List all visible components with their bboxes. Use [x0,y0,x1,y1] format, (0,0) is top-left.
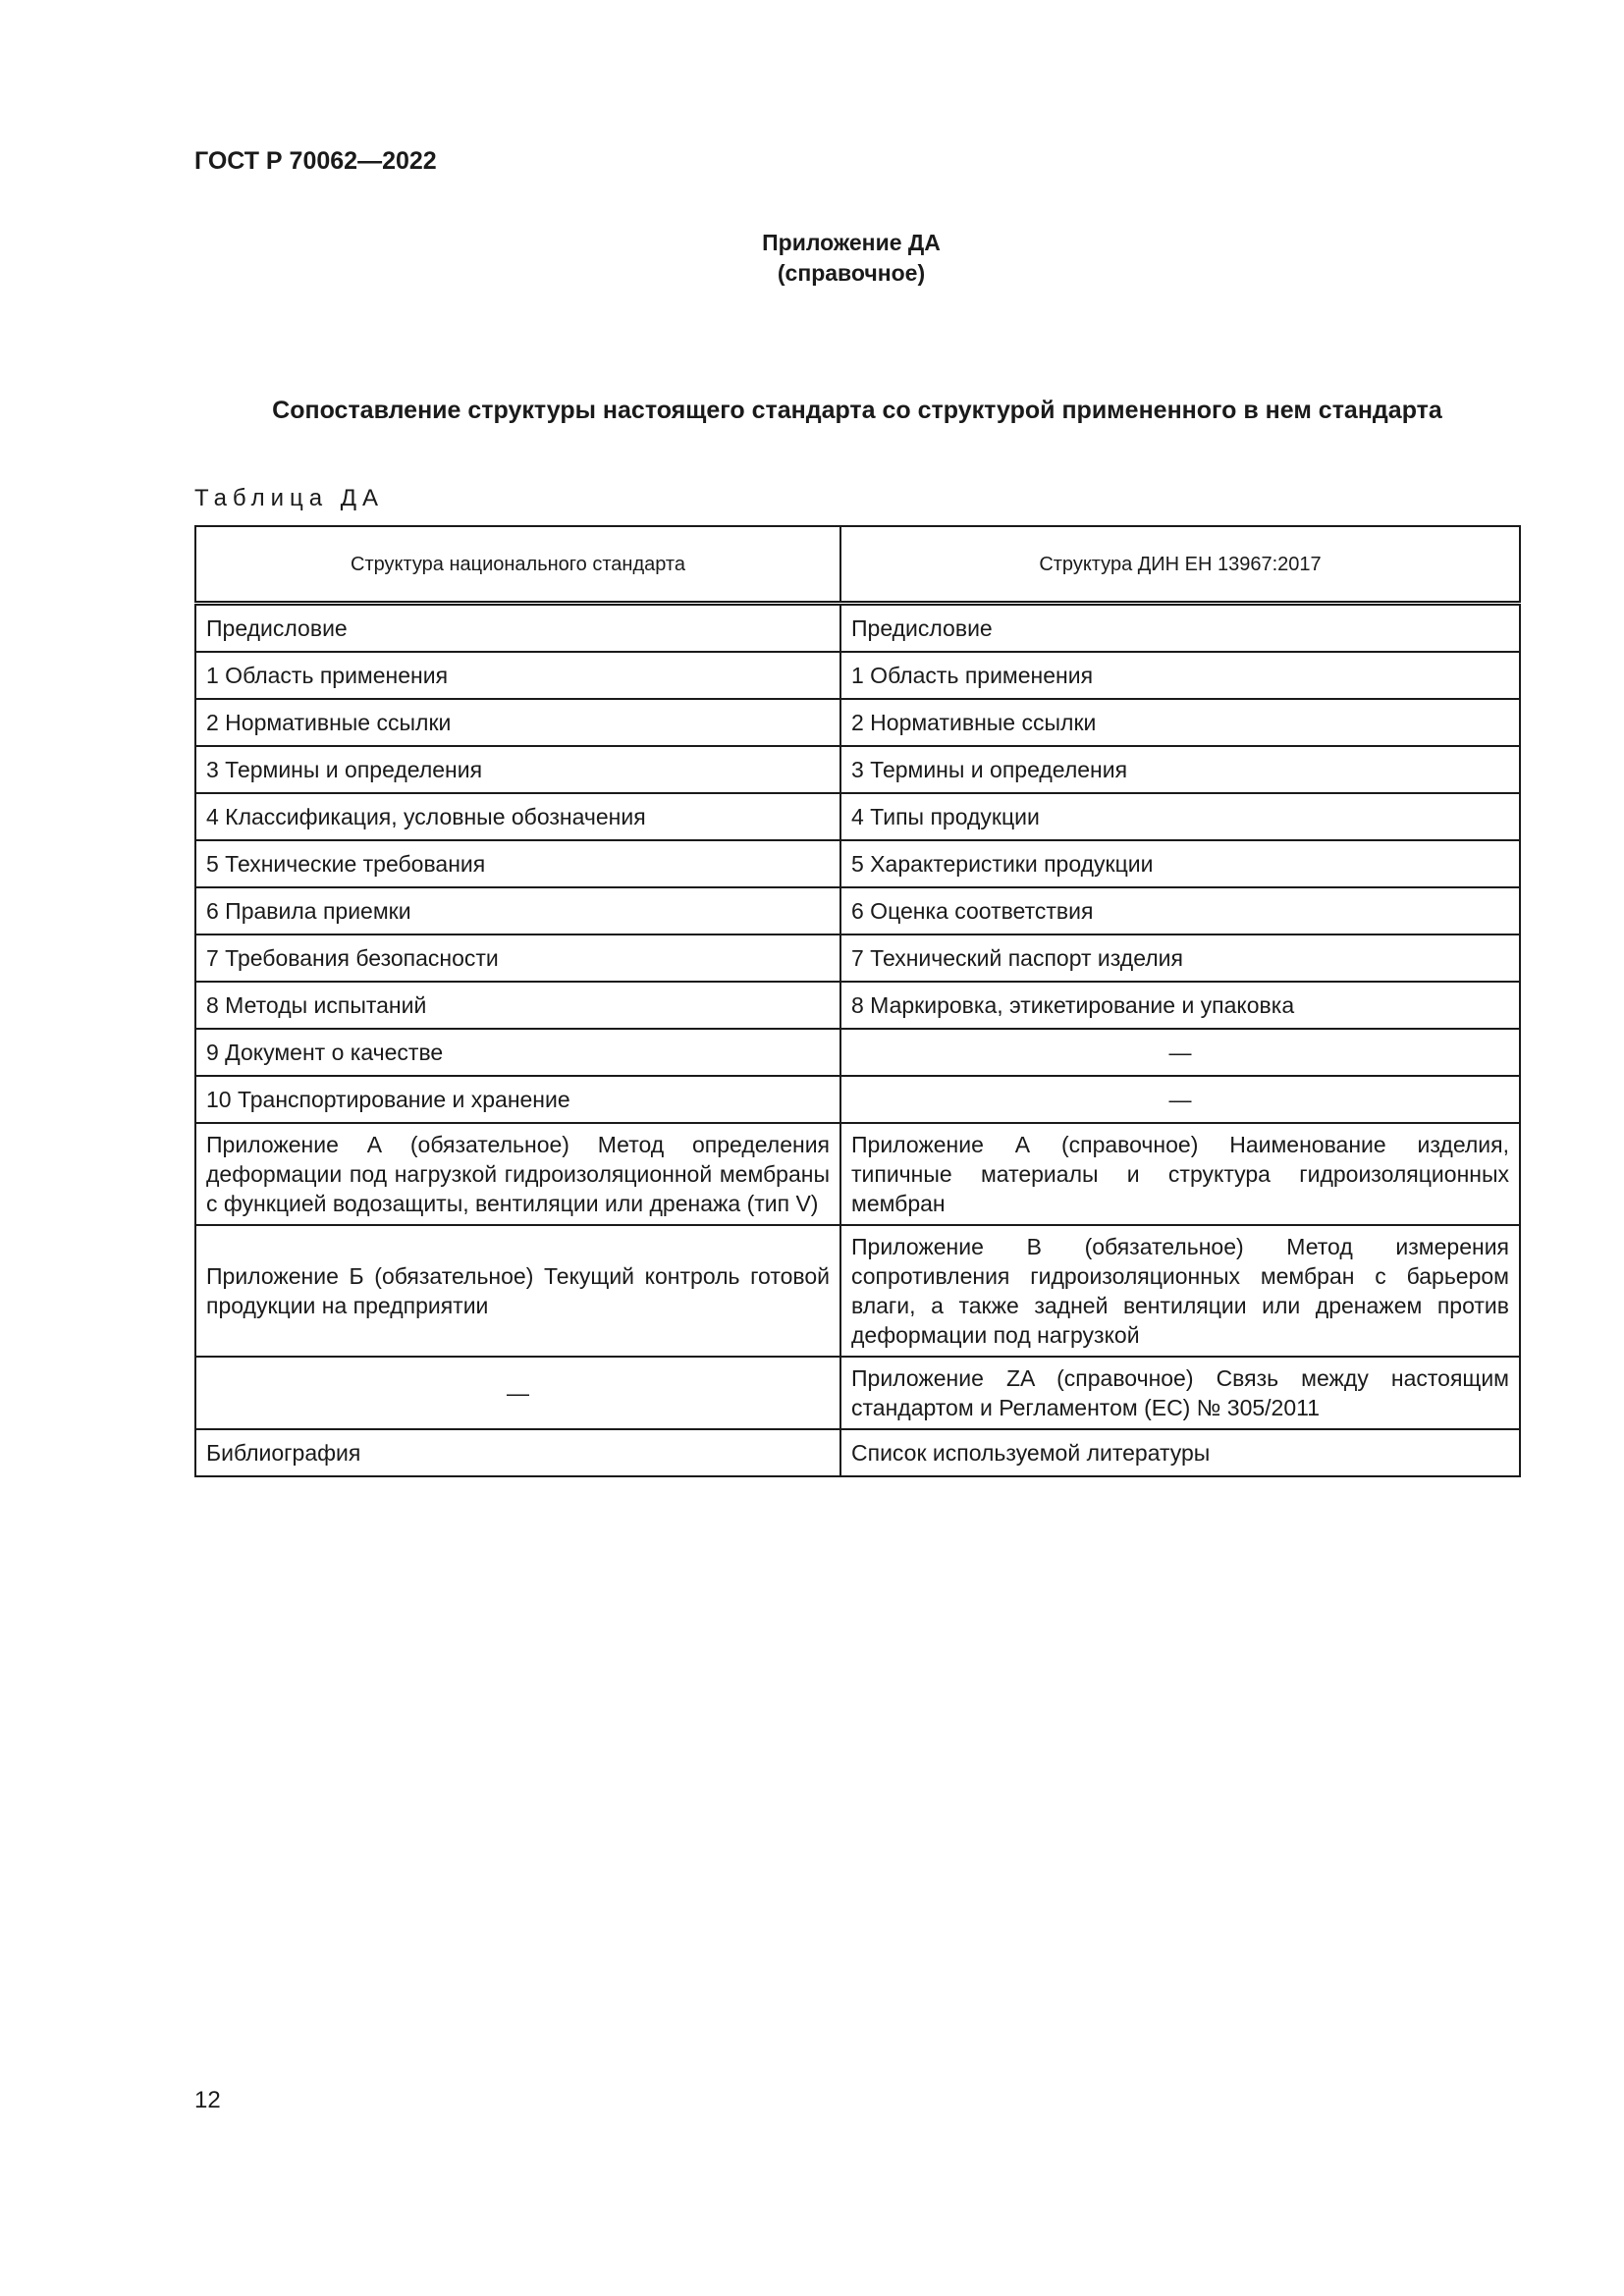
table-header-row [195,526,1520,604]
document-code: ГОСТ Р 70062—2022 [194,147,437,175]
comparison-table [194,525,1521,1477]
national-cell: Предисловие [195,604,840,653]
national-cell: 6 Правила приемки [195,887,840,934]
table-row [195,1429,1520,1476]
table-row [195,1123,1520,1225]
national-cell: 9 Документ о качестве [195,1029,840,1076]
din-cell: Приложение А (справочное) Наименование изделия, типичные материалы и структура гидроизоляционных мембран [840,1123,1520,1225]
section-title: Сопоставление структуры настоящего стандарта со структурой примененного в нем стандарта [272,397,1442,424]
din-cell: Приложение В (обязательное) Метод измерения сопротивления гидроизоляционных мембран с барьером влаги, а также задней вентиляции или дренажем против деформации под нагрузкой [840,1225,1520,1357]
din-cell: 4 Типы продукции [840,793,1520,840]
din-cell: 5 Характеристики продукции [840,840,1520,887]
national-cell: 4 Классификация, условные обозначения [195,793,840,840]
din-cell: 3 Термины и определения [840,746,1520,793]
din-cell: Предисловие [840,604,1520,653]
table-row [195,887,1520,934]
table-row [195,604,1520,653]
din-cell: Приложение ZA (справочное) Связь между настоящим стандартом и Регламентом (ЕС) № 305/2011 [840,1357,1520,1429]
din-cell: 7 Технический паспорт изделия [840,934,1520,982]
national-cell: 5 Технические требования [195,840,840,887]
national-cell: — [195,1357,840,1429]
table-row [195,1029,1520,1076]
din-cell: 2 Нормативные ссылки [840,699,1520,746]
table-row [195,1357,1520,1429]
din-cell: 6 Оценка соответствия [840,887,1520,934]
table-row [195,1225,1520,1357]
din-cell: — [840,1076,1520,1123]
din-cell: 8 Маркировка, этикетирование и упаковка [840,982,1520,1029]
table-row [195,746,1520,793]
national-cell: 3 Термины и определения [195,746,840,793]
table-row [195,840,1520,887]
annex-heading [0,228,1624,289]
din-cell: 1 Область применения [840,652,1520,699]
annex-title: Приложение ДА [762,230,941,255]
table-row [195,652,1520,699]
din-cell: — [840,1029,1520,1076]
table-row [195,699,1520,746]
national-cell: 10 Транспортирование и хранение [195,1076,840,1123]
national-cell: 8 Методы испытаний [195,982,840,1029]
table-row [195,934,1520,982]
page-number: 12 [194,2087,221,2113]
national-cell: Приложение Б (обязательное) Текущий контроль готовой продукции на предприятии [195,1225,840,1357]
header-national-structure: Структура национального стандарта [195,526,840,604]
header-din-structure: Структура ДИН ЕН 13967:2017 [840,526,1520,604]
table-row [195,1076,1520,1123]
din-cell: Список используемой литературы [840,1429,1520,1476]
national-cell: 1 Область применения [195,652,840,699]
annex-status: (справочное) [777,260,926,286]
table-row [195,793,1520,840]
table-caption: Таблица ДА [194,485,385,511]
national-cell: Библиография [195,1429,840,1476]
national-cell: Приложение А (обязательное) Метод определения деформации под нагрузкой гидроизоляционной мембраны с функцией водозащиты, вентиляции или дренажа (тип V) [195,1123,840,1225]
national-cell: 2 Нормативные ссылки [195,699,840,746]
national-cell: 7 Требования безопасности [195,934,840,982]
table-row [195,982,1520,1029]
